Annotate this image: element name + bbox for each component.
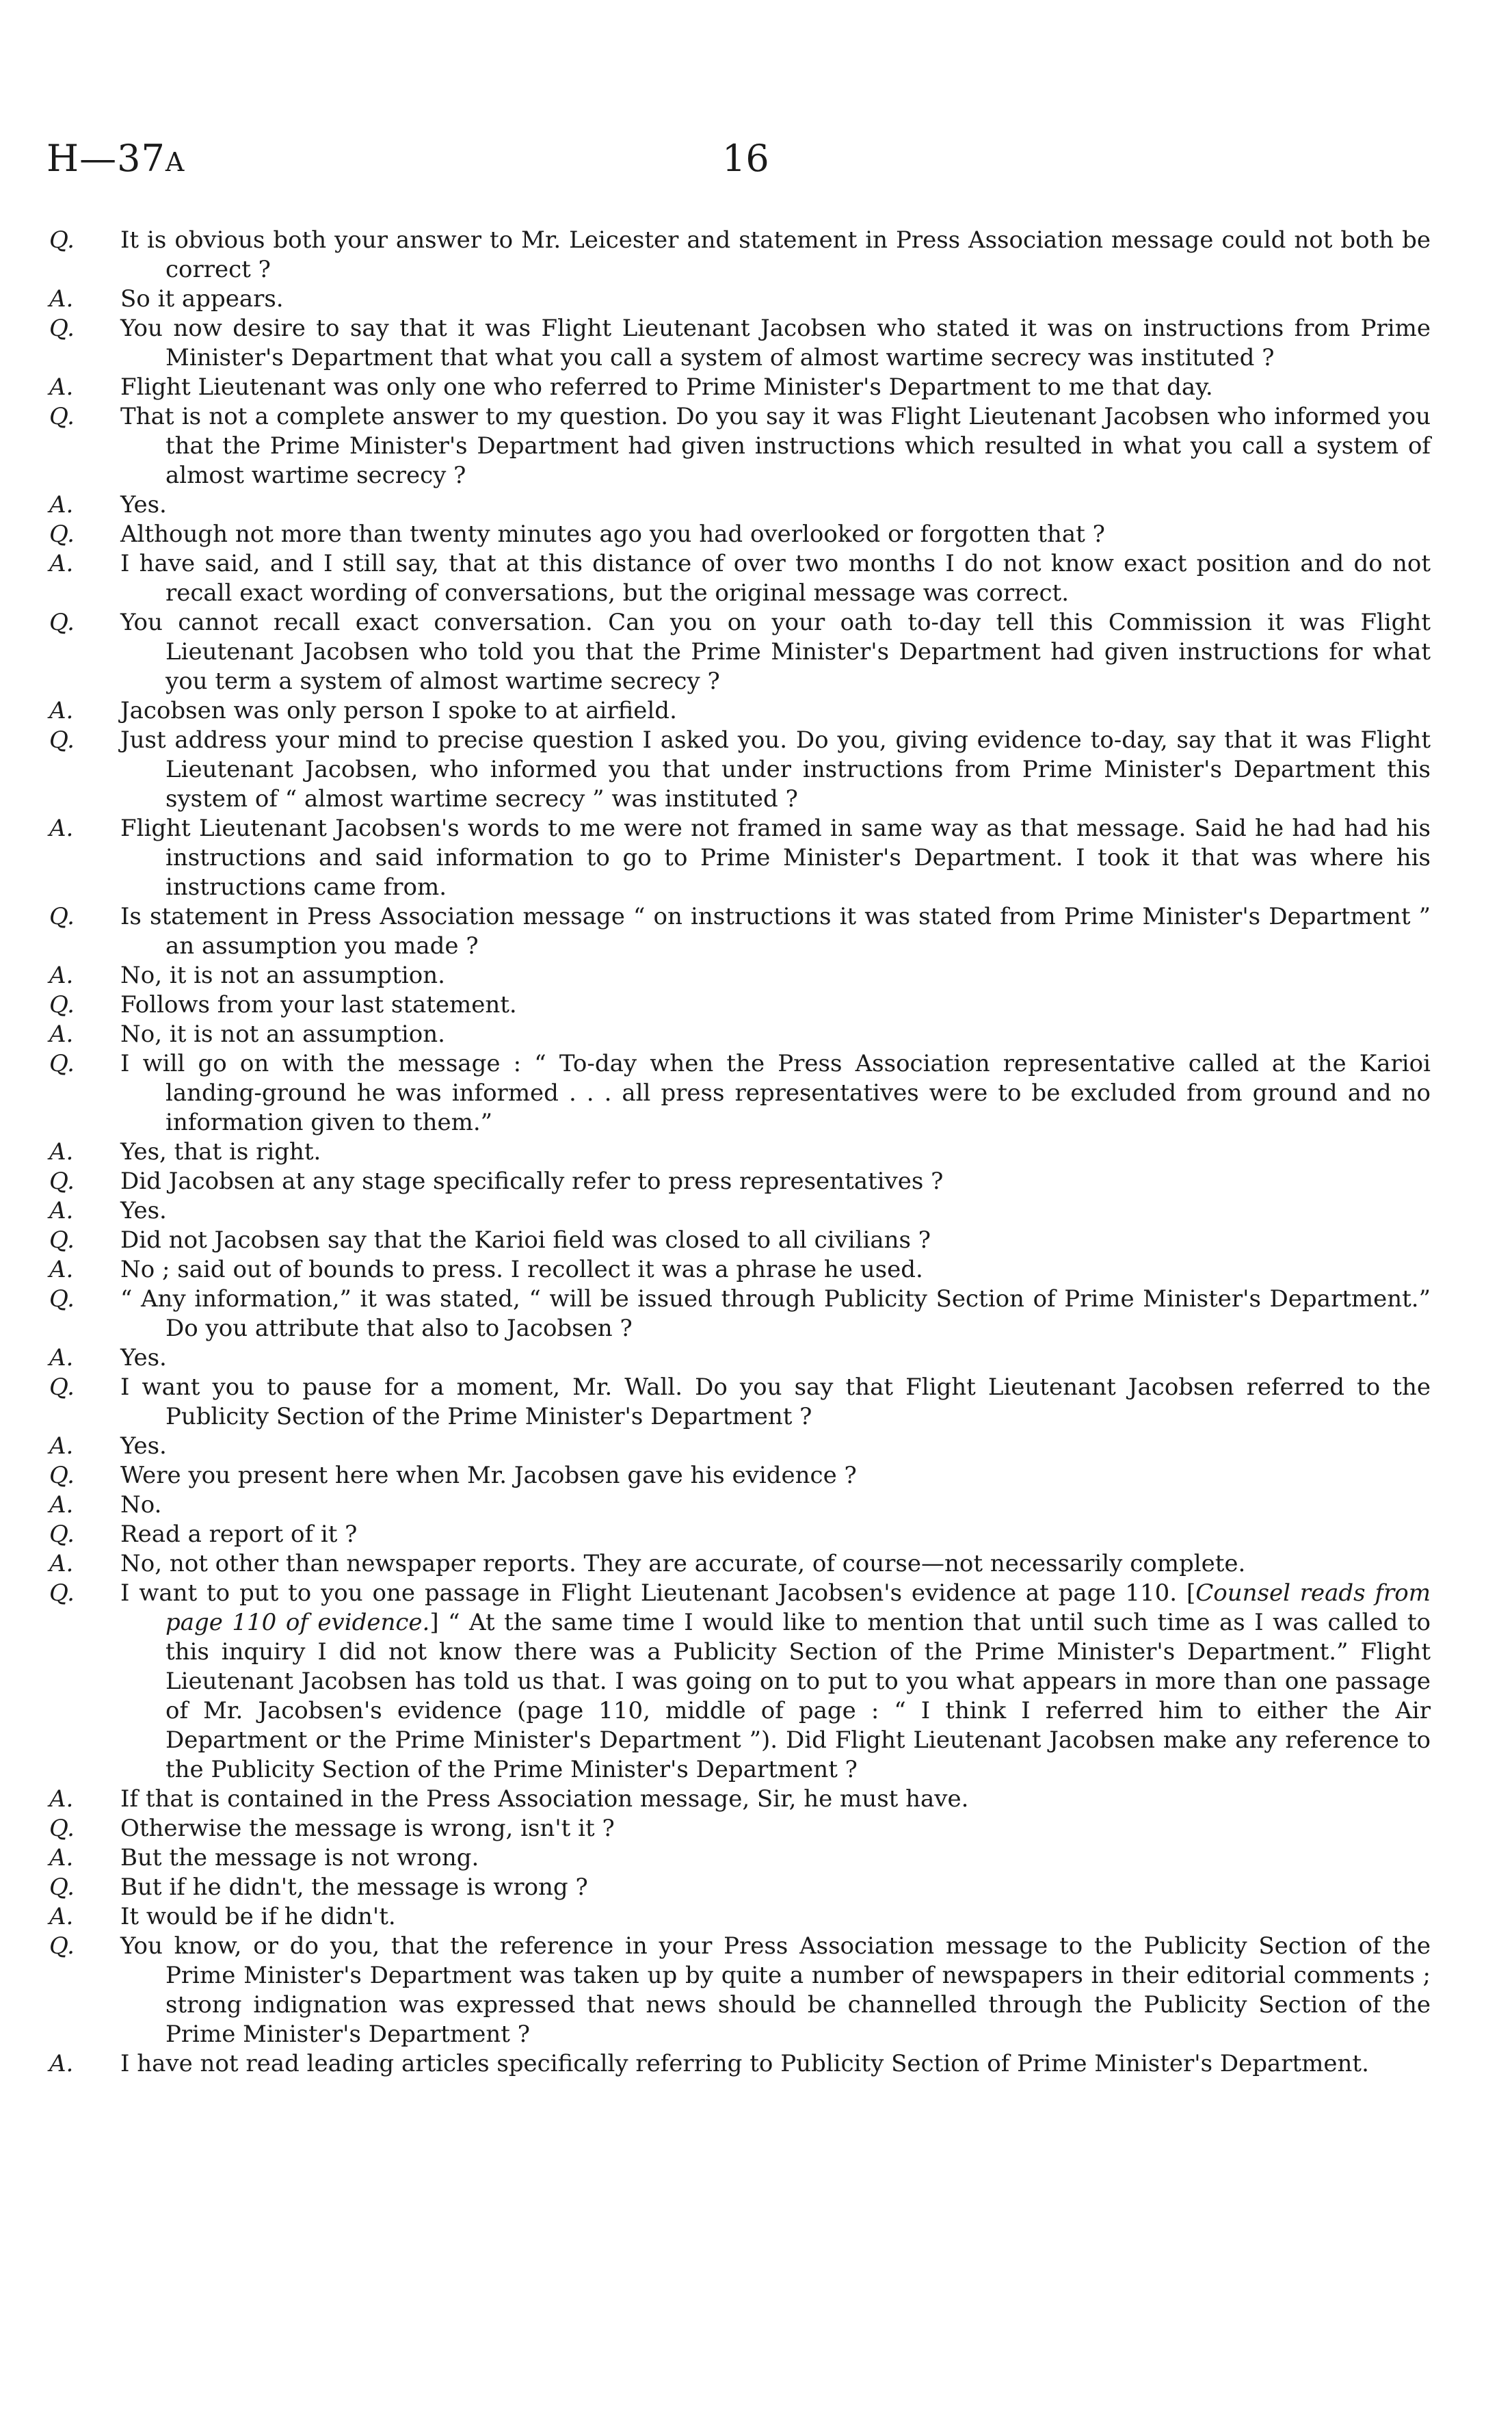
speaker-label: Q.: [49, 226, 75, 254]
speaker-label: A.: [49, 373, 74, 401]
stage-direction: Counsel reads from page 110 of evidence.: [165, 1579, 1431, 1636]
line-text: [120, 1579, 1431, 1785]
transcript-line: [49, 1167, 1431, 1196]
line-text: It would be if he didn't.: [120, 1903, 396, 1930]
transcript: [49, 226, 1431, 2079]
speaker-label: Q.: [49, 315, 75, 342]
speaker-label: A.: [49, 491, 74, 518]
line-text: You cannot recall exact conversation. Can you on your oath to-day tell this Commission it was Flight Lieutenant Jacobsen who told you that the Prime Minister's Department had given instructions for what you term a system of almost wartime secrecy ?: [120, 609, 1431, 695]
line-text: No, not other than newspaper reports. They are accurate, of course—not necessarily complete.: [120, 1550, 1246, 1577]
speaker-label: Q.: [49, 521, 75, 548]
line-text: You know, or do you, that the reference in your Press Association message to the Publicity Section of the Prime Minister's Department was taken up by quite a number of newspapers in their editorial comments ; strong indignation was expressed that news should be channelled through the Publicity Section of the Prime Minister's Department ?: [120, 1932, 1431, 2048]
line-text: I have said, and I still say, that at this distance of over two months I do not know exact position and do not recall exact wording of conversations, but the original message was correct.: [120, 550, 1431, 607]
transcript-line: [49, 1226, 1431, 1255]
speaker-label: Q.: [49, 1874, 75, 1901]
speaker-label: A.: [49, 1785, 74, 1813]
page-number: 16: [722, 137, 769, 180]
speaker-label: A.: [49, 1491, 74, 1519]
line-text: Flight Lieutenant was only one who referred to Prime Minister's Department to me that day.: [120, 373, 1213, 401]
line-text: “ Any information,” it was stated, “ will be issued through Publicity Section of Prime Minister's Department.” Do you attribute that also to Jacobsen ?: [120, 1285, 1431, 1342]
speaker-label: Q.: [49, 403, 75, 430]
line-text: I want you to pause for a moment, Mr. Wall. Do you say that Flight Lieutenant Jacobsen referred to the Publicity Section of the Prime Minister's Department ?: [120, 1374, 1431, 1430]
transcript-line: [49, 1549, 1431, 1579]
line-text: Otherwise the message is wrong, isn't it ?: [120, 1815, 615, 1842]
transcript-line: [49, 1049, 1431, 1138]
transcript-line: [49, 1785, 1431, 1814]
transcript-line: [49, 1814, 1431, 1843]
transcript-line: [49, 1873, 1431, 1902]
speaker-label: Q.: [49, 726, 75, 754]
line-text: I will go on with the message : “ To-day when the Press Association representative called at the Karioi landing-ground he was informed . . . all press representatives were to be excluded from ground and no information given to them.”: [120, 1050, 1431, 1136]
line-text: You now desire to say that it was Flight Lieutenant Jacobsen who stated it was on instructions from Prime Minister's Department that what you call a system of almost wartime secrecy was instituted ?: [120, 315, 1431, 371]
speaker-label: A.: [49, 1021, 74, 1048]
document-reference-main: H—37: [47, 137, 165, 180]
transcript-line: [49, 2049, 1431, 2079]
document-reference-suffix: A: [165, 147, 185, 177]
transcript-line: [49, 402, 1431, 490]
page-header: [47, 137, 1483, 192]
speaker-label: Q.: [49, 1374, 75, 1401]
speaker-label: Q.: [49, 1285, 75, 1313]
transcript-line: [49, 1343, 1431, 1373]
speaker-label: Q.: [49, 991, 75, 1019]
speaker-label: Q.: [49, 609, 75, 636]
line-text: That is not a complete answer to my question. Do you say it was Flight Lieutenant Jacobsen who informed you that the Prime Minister's Department had given instructions which resulted in what you call a system of almost wartime secrecy ?: [120, 403, 1431, 489]
speaker-label: A.: [49, 962, 74, 989]
transcript-line: [49, 373, 1431, 402]
transcript-line: [49, 1579, 1431, 1785]
transcript-line: [49, 726, 1431, 814]
transcript-line: [49, 1285, 1431, 1343]
line-text: But the message is not wrong.: [120, 1844, 479, 1871]
line-text: Although not more than twenty minutes ago you had overlooked or forgotten that ?: [120, 521, 1105, 548]
speaker-label: A.: [49, 1344, 74, 1371]
line-text-part: I want to put to you one passage in Flight Lieutenant Jacobsen's evidence at page 110. [: [120, 1579, 1196, 1607]
transcript-line: [49, 1461, 1431, 1490]
line-text: No.: [120, 1491, 162, 1519]
line-text: No, it is not an assumption.: [120, 1021, 445, 1048]
line-text: Yes.: [120, 1344, 167, 1371]
transcript-line: [49, 549, 1431, 608]
line-text: No ; said out of bounds to press. I recollect it was a phrase he used.: [120, 1256, 923, 1283]
document-reference: [47, 137, 185, 180]
line-text: I have not read leading articles specifically referring to Publicity Section of Prime Minister's Department.: [120, 2050, 1369, 2077]
speaker-label: A.: [49, 285, 74, 313]
transcript-line: [49, 226, 1431, 285]
line-text: Did not Jacobsen say that the Karioi field was closed to all civilians ?: [120, 1226, 931, 1254]
transcript-line: [49, 1520, 1431, 1549]
speaker-label: Q.: [49, 1815, 75, 1842]
transcript-line: [49, 1902, 1431, 1932]
transcript-line: [49, 1196, 1431, 1226]
speaker-label: Q.: [49, 1521, 75, 1548]
line-text: Follows from your last statement.: [120, 991, 517, 1019]
transcript-line: [49, 902, 1431, 961]
speaker-label: A.: [49, 697, 74, 724]
speaker-label: A.: [49, 550, 74, 577]
speaker-label: A.: [49, 815, 74, 842]
transcript-line: [49, 1020, 1431, 1049]
speaker-label: A.: [49, 1550, 74, 1577]
speaker-label: A.: [49, 1138, 74, 1166]
speaker-label: Q.: [49, 1932, 75, 1960]
transcript-line: [49, 1432, 1431, 1461]
line-text: Read a report of it ?: [120, 1521, 358, 1548]
line-text: Were you present here when Mr. Jacobsen gave his evidence ?: [120, 1462, 857, 1489]
speaker-label: A.: [49, 2050, 74, 2077]
line-text: But if he didn't, the message is wrong ?: [120, 1874, 588, 1901]
line-text: Yes, that is right.: [120, 1138, 321, 1166]
transcript-line: [49, 696, 1431, 726]
transcript-line: [49, 1373, 1431, 1432]
speaker-label: Q.: [49, 1168, 75, 1195]
speaker-label: A.: [49, 1903, 74, 1930]
line-text: Yes.: [120, 491, 167, 518]
transcript-line: [49, 314, 1431, 373]
speaker-label: A.: [49, 1256, 74, 1283]
transcript-line: [49, 1932, 1431, 2049]
transcript-line: [49, 520, 1431, 549]
transcript-line: [49, 1255, 1431, 1285]
speaker-label: Q.: [49, 1462, 75, 1489]
line-text: It is obvious both your answer to Mr. Leicester and statement in Press Association message could not both be correct ?: [120, 226, 1431, 283]
transcript-line: [49, 285, 1431, 314]
line-text-part: ] “ At the same time I would like to mention that until such time as I was called to this inquiry I did not know there was a Publicity Section of the Prime Minister's Department.” Flight Lieutenant Jacobsen has told us that. I was going on to put to you what appears in more than one passage of Mr. Jacobsen's evidence (page 110, middle of page : “ I think I referred him to either the Air Department or the Prime Minister's Department ”). Did Flight Lieutenant Jacobsen make any reference to the Publicity Section of the Prime Minister's Department ?: [165, 1609, 1431, 1783]
line-text: Yes.: [120, 1197, 167, 1224]
line-text: No, it is not an assumption.: [120, 962, 445, 989]
speaker-label: Q.: [49, 1226, 75, 1254]
transcript-line: [49, 1843, 1431, 1873]
line-text: Flight Lieutenant Jacobsen's words to me were not framed in same way as that message. Said he had had his instructions and said information to go to Prime Minister's Department. I took it that was where his instructions came from.: [120, 815, 1431, 901]
transcript-line: [49, 814, 1431, 902]
transcript-line: [49, 961, 1431, 990]
speaker-label: A.: [49, 1844, 74, 1871]
line-text: Did Jacobsen at any stage specifically refer to press representatives ?: [120, 1168, 944, 1195]
transcript-line: [49, 990, 1431, 1020]
line-text: Just address your mind to precise question I asked you. Do you, giving evidence to-day, say that it was Flight Lieutenant Jacobsen, who informed you that under instructions from Prime Minister's Department this system of “ almost wartime secrecy ” was instituted ?: [120, 726, 1431, 813]
line-text: So it appears.: [120, 285, 284, 313]
speaker-label: Q.: [49, 903, 75, 930]
transcript-line: [49, 1490, 1431, 1520]
speaker-label: A.: [49, 1197, 74, 1224]
transcript-line: [49, 1138, 1431, 1167]
line-text: Is statement in Press Association message “ on instructions it was stated from Prime Minister's Department ” an assumption you made ?: [120, 903, 1431, 960]
line-text: Jacobsen was only person I spoke to at airfield.: [120, 697, 677, 724]
speaker-label: A.: [49, 1432, 74, 1460]
line-text: If that is contained in the Press Association message, Sir, he must have.: [120, 1785, 969, 1813]
line-text: Yes.: [120, 1432, 167, 1460]
transcript-line: [49, 490, 1431, 520]
transcript-line: [49, 608, 1431, 696]
speaker-label: Q.: [49, 1579, 75, 1607]
speaker-label: Q.: [49, 1050, 75, 1077]
